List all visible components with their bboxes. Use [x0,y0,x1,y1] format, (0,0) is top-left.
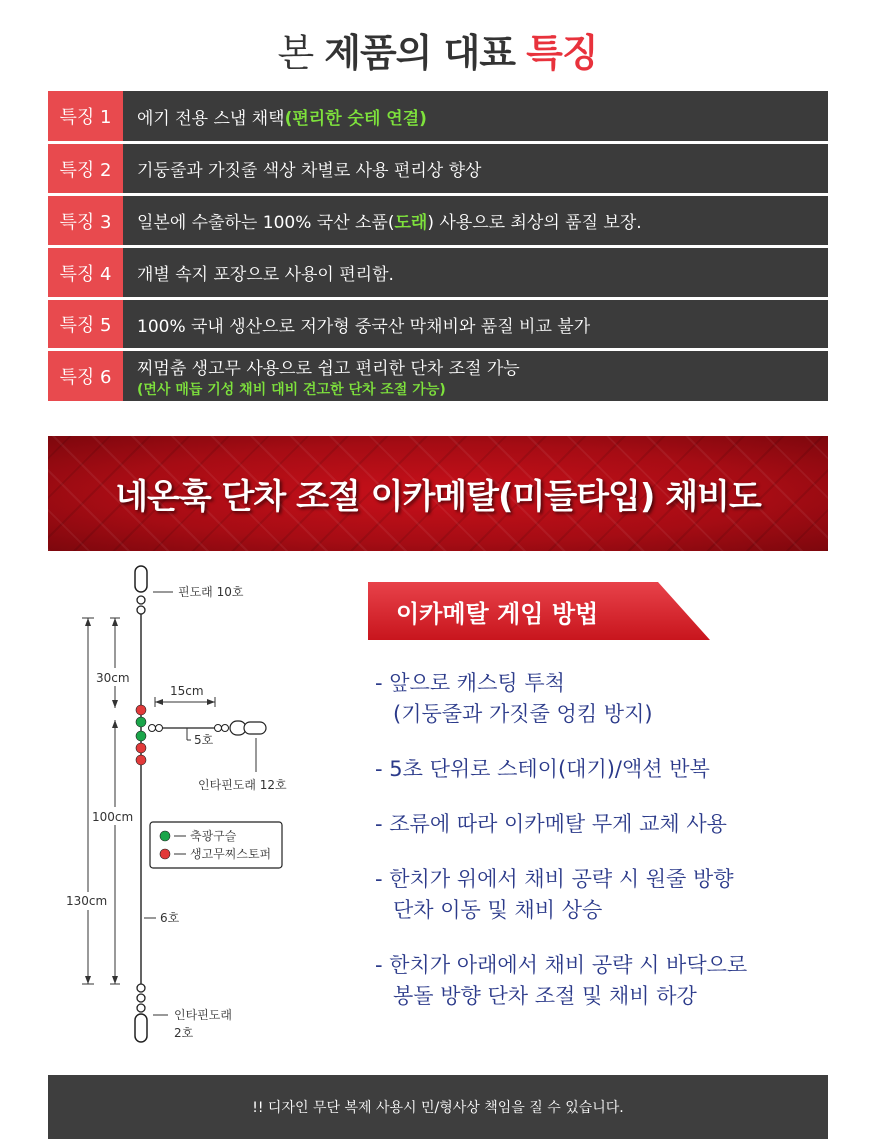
feature-text: 기둥줄과 가짓줄 색상 차별로 사용 편리상 향상 [123,144,828,193]
feature-row-2 [48,144,828,193]
glow-bead-icon [136,731,146,741]
feature-text: 개별 속지 포장으로 사용이 편리함. [123,248,828,297]
glow-bead-icon [136,717,146,727]
banner-title: 네온훅 단차 조절 이카메탈(미들타입) 채비도 [115,477,761,517]
legend-stopper: 생고무찌스토퍼 [190,847,272,861]
title-part2: 제품의 대표 [324,31,516,75]
stopper-icon [136,705,146,715]
label-line-6: 6호 [160,911,180,925]
title-part1: 본 [277,31,314,75]
label-inta-12: 인타핀도래 12호 [198,778,287,792]
feature-label: 특징 2 [48,144,123,193]
dim-130cm: 130cm [66,894,108,908]
feature-row-4 [48,248,828,297]
feature-label: 특징 3 [48,196,123,245]
stopper-icon [136,755,146,765]
title-part3: 특징 [526,31,598,75]
feature-row-6 [48,351,828,401]
feature-row-3 [48,196,828,245]
top-swivel-icon [135,566,147,614]
method-header [368,582,710,640]
product-banner [48,436,828,551]
legend-red-icon [160,849,170,859]
feature-text: 에기 전용 스냅 채택(편리한 숫테 연결) [123,91,828,141]
footer-text: !! 디자인 무단 복제 사용시 민/형사상 책임을 질 수 있습니다. [252,1100,624,1116]
method-step: - 한치가 아래에서 채비 공략 시 바닥으로 봉돌 방향 단차 조절 및 채비 하강 [375,953,748,1008]
feature-label: 특징 6 [48,351,123,401]
feature-label: 특징 5 [48,300,123,348]
dim-100cm: 100cm [92,810,134,824]
rig-diagram [60,560,360,1060]
snap-icon [215,721,267,735]
method-step: - 5초 단위로 스테이(대기)/액션 반복 [375,757,710,781]
feature-subtext: (면사 매듭 기성 채비 대비 견고한 단차 조절 가능) [137,381,446,398]
feature-text: 100% 국내 생산으로 저가형 중국산 막채비와 품질 비교 불가 [123,300,828,348]
dim-30cm: 30cm [96,671,130,685]
page-title [0,22,875,77]
feature-text: 찌멈춤 생고무 사용으로 쉽고 편리한 단차 조절 가능 (면사 매듭 기성 채비 대비 견고한 단차 조절 가능) [123,351,828,401]
method-step: - 한치가 위에서 채비 공략 시 원줄 방향 단차 이동 및 채비 상승 [375,867,734,922]
label-hook-size: 5호 [194,733,214,747]
feature-row-1 [48,91,828,141]
dim-15cm: 15cm [170,684,204,698]
copyright-notice [48,1075,828,1139]
bottom-swivel-icon [135,984,147,1042]
stopper-icon [136,743,146,753]
method-steps [375,668,835,1036]
feature-label: 특징 1 [48,91,123,141]
method-title: 이카메탈 게임 방법 [396,600,599,628]
label-inta-bottom-2: 2호 [174,1026,194,1040]
label-inta-bottom-1: 인타핀도래 [174,1008,232,1022]
legend-green-icon [160,831,170,841]
feature-row-5 [48,300,828,348]
method-step: - 조류에 따라 이카메탈 무게 교체 사용 [375,812,727,836]
feature-text: 일본에 수출하는 100% 국산 소품(도래) 사용으로 최상의 품질 보장. [123,196,828,245]
feature-label: 특징 4 [48,248,123,297]
method-step: - 앞으로 캐스팅 투척 (기둥줄과 가짓줄 엉킴 방지) [375,671,653,726]
label-pin-top: 핀도래 10호 [178,585,244,599]
legend-glow-bead: 축광구슬 [190,829,237,843]
